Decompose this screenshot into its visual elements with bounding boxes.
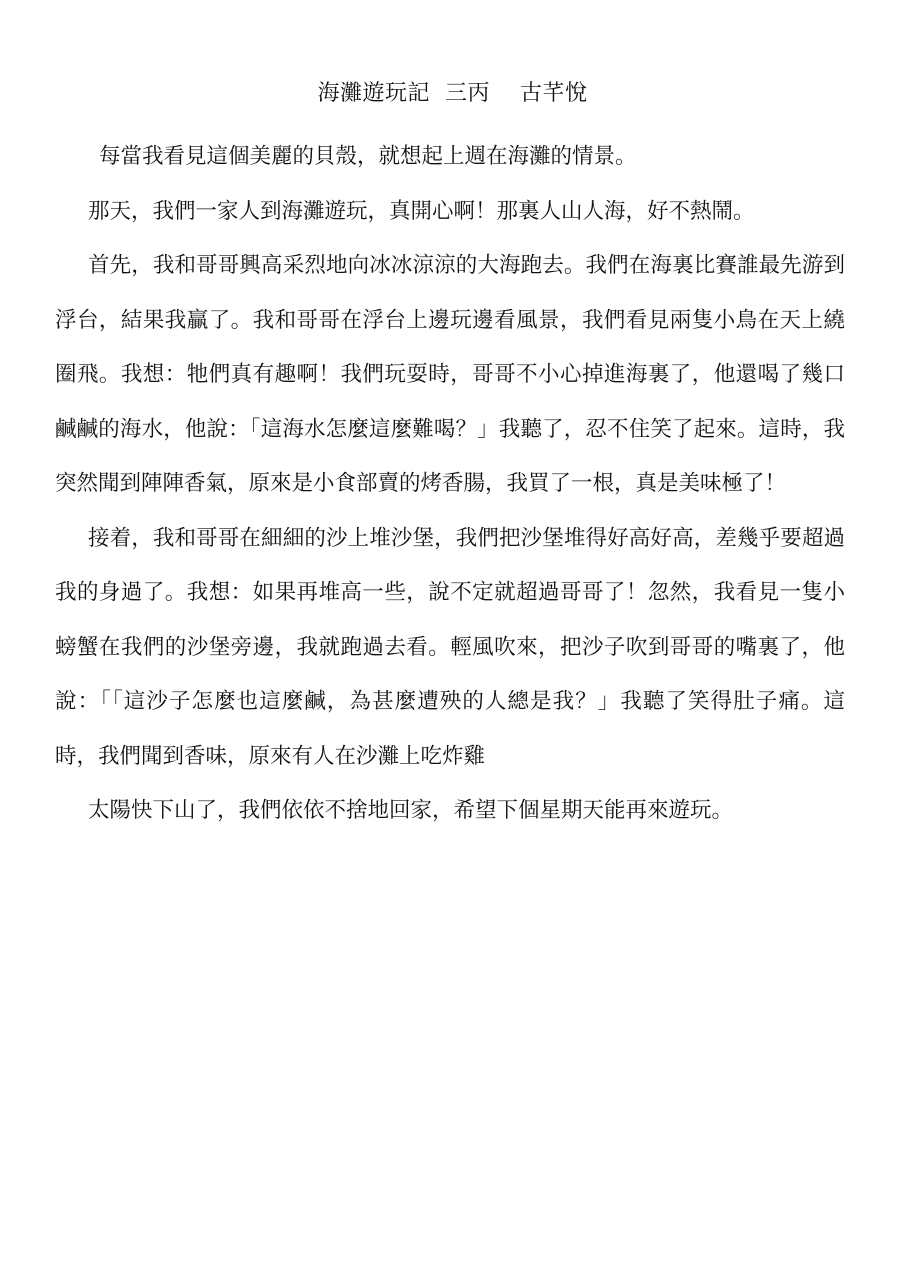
paragraph-intro: 每當我看見這個美麗的貝殼，就想起上週在海灘的情景。 (99, 144, 637, 169)
essay-title: 海灘遊玩記 三丙 古芊悅 (317, 81, 588, 106)
paragraph-arrival: 那天，我們一家人到海灘遊玩，真開心啊！那裏人山人海，好不熱鬧。 (88, 198, 755, 224)
paragraph-sandcastle: 接着，我和哥哥在細細的沙上堆沙堡，我們把沙堡堆得好高好高，差幾乎要超過我的身過了。我想：如果再堆高一些，說不定就超過哥哥了！忽然，我看見一隻小螃蟹在我們的沙堡旁邊，我就跑過去看。輕風吹來，把沙子吹到哥哥的嘴裏了，他說：「「這沙子怎麼也這麼鹹，為甚麼遭殃的人總是我？」我聽了笑得肚子痛。這時，我們聞到香味，原來有人在沙灘上吃炸雞 (55, 525, 845, 769)
paragraph-swimming: 首先，我和哥哥興高采烈地向冰冰涼涼的大海跑去。我們在海裏比賽誰最先游到浮台，結果我贏了。我和哥哥在浮台上邊玩邊看風景，我們看見兩隻小鳥在天上繞圈飛。我想：牠們真有趣啊！我們玩耍時，哥哥不小心掉進海裏了，他還喝了幾口鹹鹹的海水，他說：「這海水怎麼這麼難喝？」我聽了，忍不住笑了起來。這時，我突然聞到陣陣香氣，原來是小食部賣的烤香腸，我買了一根，真是美味極了！ (55, 253, 845, 496)
paragraph-ending: 太陽快下山了，我們依依不捨地回家，希望下個星期天能再來遊玩。 (88, 798, 734, 823)
essay-body (55, 130, 845, 839)
